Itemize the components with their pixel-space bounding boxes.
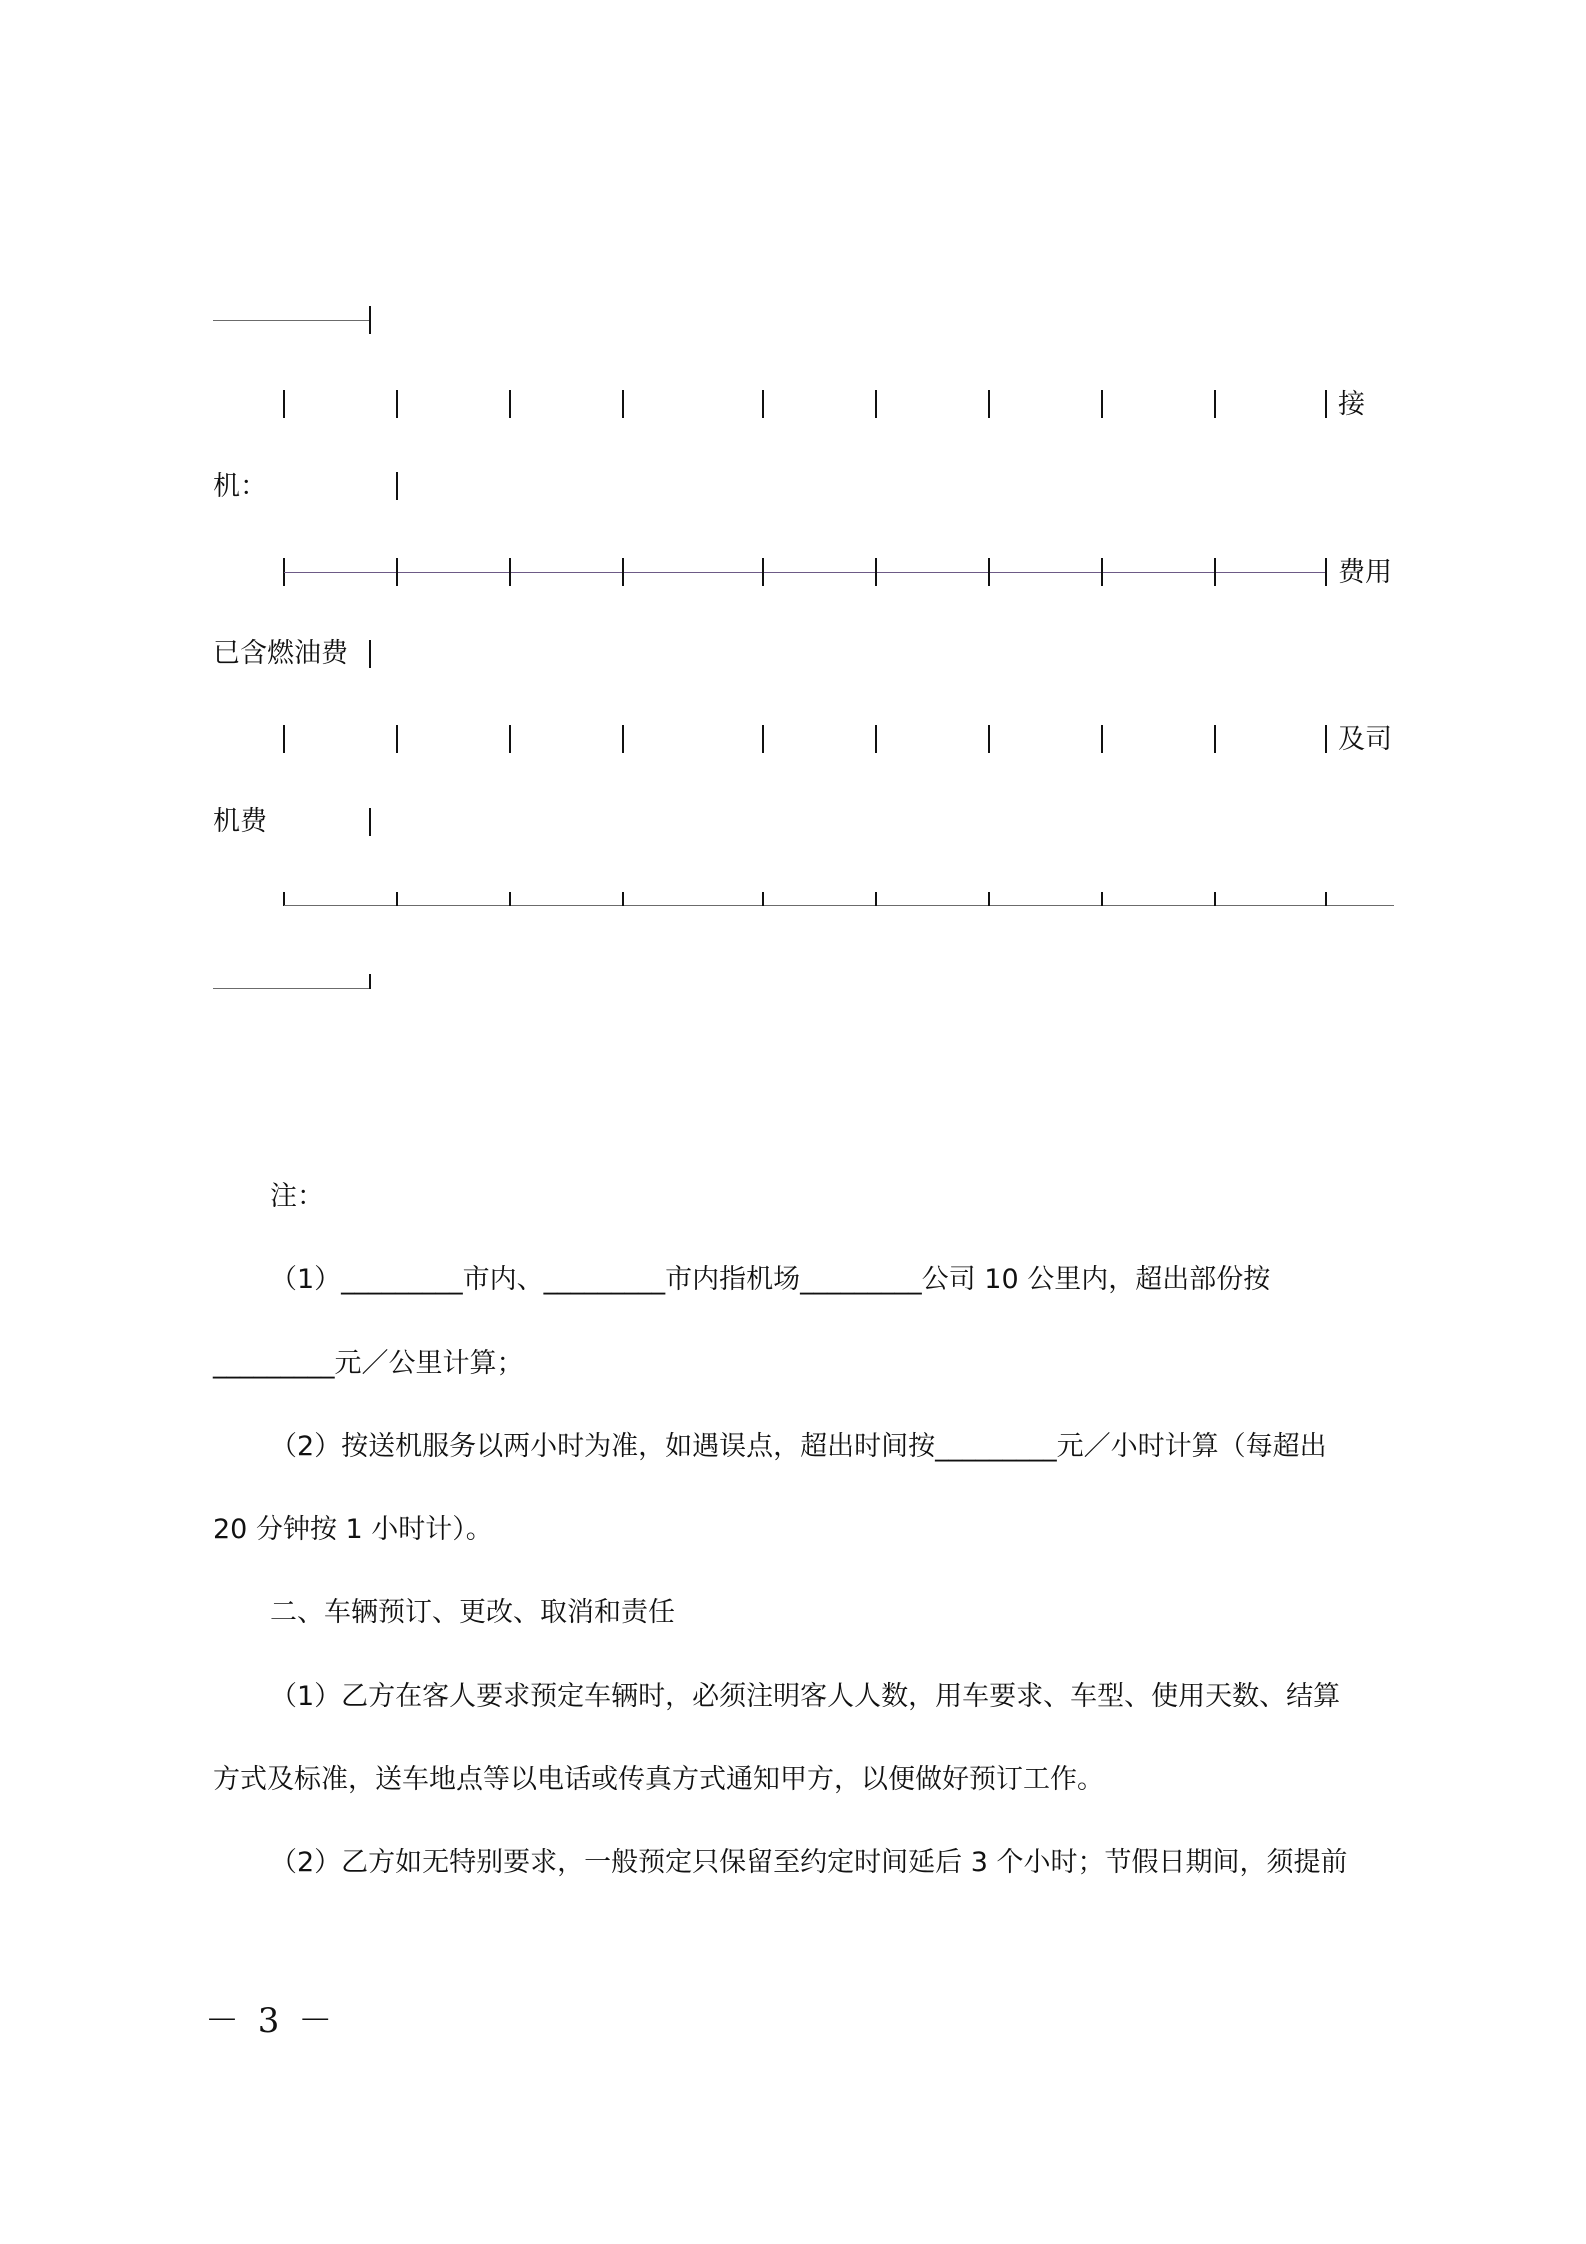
table-label-jifei: 机费: [213, 806, 267, 837]
table-tick: [875, 558, 877, 586]
table-tick: [369, 808, 371, 836]
table-tick: [396, 558, 398, 586]
notes-heading: 注：: [270, 1181, 324, 1212]
table-tick: [988, 892, 990, 906]
table-tick: [283, 390, 285, 418]
table-tick: [622, 558, 624, 586]
section-2-paragraph-2-line-1: （2）乙方如无特别要求，一般预定只保留至约定时间延后 3 个小时；节假日期间，须提前: [270, 1847, 1348, 1878]
table-tick: [396, 390, 398, 418]
table-tick: [396, 725, 398, 753]
table-tick: [1325, 892, 1327, 906]
table-tick: [396, 892, 398, 906]
table-tick: [622, 390, 624, 418]
table-label-ji: 机：: [213, 471, 267, 502]
table-tick: [988, 725, 990, 753]
table-rule-top-stub: [213, 320, 370, 321]
table-tick: [622, 892, 624, 906]
table-tick: [762, 390, 764, 418]
note-item-1-line-1: （1）_________市内、_________市内指机场_________公司 10 公里内，超出部份按: [270, 1264, 1271, 1295]
table-tick: [988, 558, 990, 586]
table-label-jie: 接: [1338, 389, 1365, 420]
section-2-paragraph-1-line-1: （1）乙方在客人要求预定车辆时，必须注明客人人数，用车要求、车型、使用天数、结算: [270, 1681, 1341, 1712]
table-label-jisi: 及司: [1338, 724, 1392, 755]
section-2-paragraph-1-line-2: 方式及标准，送车地点等以电话或传真方式通知甲方，以便做好预订工作。: [213, 1764, 1104, 1795]
table-label-feiyong: 费用: [1338, 557, 1392, 588]
table-tick: [509, 390, 511, 418]
table-tick: [875, 390, 877, 418]
table-tick: [875, 725, 877, 753]
table-tick: [1101, 558, 1103, 586]
table-tick: [1101, 725, 1103, 753]
table-tick: [369, 974, 371, 989]
table-tick: [369, 640, 371, 668]
page-number: － 3 －: [205, 2001, 337, 2041]
table-tick: [1214, 558, 1216, 586]
table-tick: [509, 558, 511, 586]
note-item-2-line-2: 20 分钟按 1 小时计）。: [213, 1514, 493, 1545]
table-tick: [1214, 390, 1216, 418]
table-tick: [283, 892, 285, 906]
table-rule-bottom-stub: [213, 988, 370, 989]
table-tick: [509, 892, 511, 906]
table-tick: [1325, 725, 1327, 753]
table-tick: [283, 725, 285, 753]
table-tick: [1325, 390, 1327, 418]
table-tick: [762, 725, 764, 753]
table-tick: [762, 558, 764, 586]
note-item-1-line-2: _________元／公里计算；: [213, 1348, 524, 1379]
table-tick: [762, 892, 764, 906]
table-tick: [369, 306, 371, 334]
table-tick: [622, 725, 624, 753]
table-tick: [1325, 558, 1327, 586]
table-label-yihan: 已含燃油费: [213, 638, 348, 669]
table-rule-mid: [284, 572, 1327, 573]
section-2-heading: 二、车辆预订、更改、取消和责任: [270, 1597, 675, 1628]
table-tick: [1214, 892, 1216, 906]
table-tick: [396, 472, 398, 500]
table-tick: [875, 892, 877, 906]
table-tick: [1214, 725, 1216, 753]
note-item-2-line-1: （2）按送机服务以两小时为准，如遇误点，超出时间按_________元／小时计算（每超出: [270, 1431, 1327, 1462]
table-tick: [1101, 390, 1103, 418]
table-tick: [1101, 892, 1103, 906]
table-tick: [509, 725, 511, 753]
table-tick: [988, 390, 990, 418]
table-rule-bottom: [284, 905, 1394, 906]
